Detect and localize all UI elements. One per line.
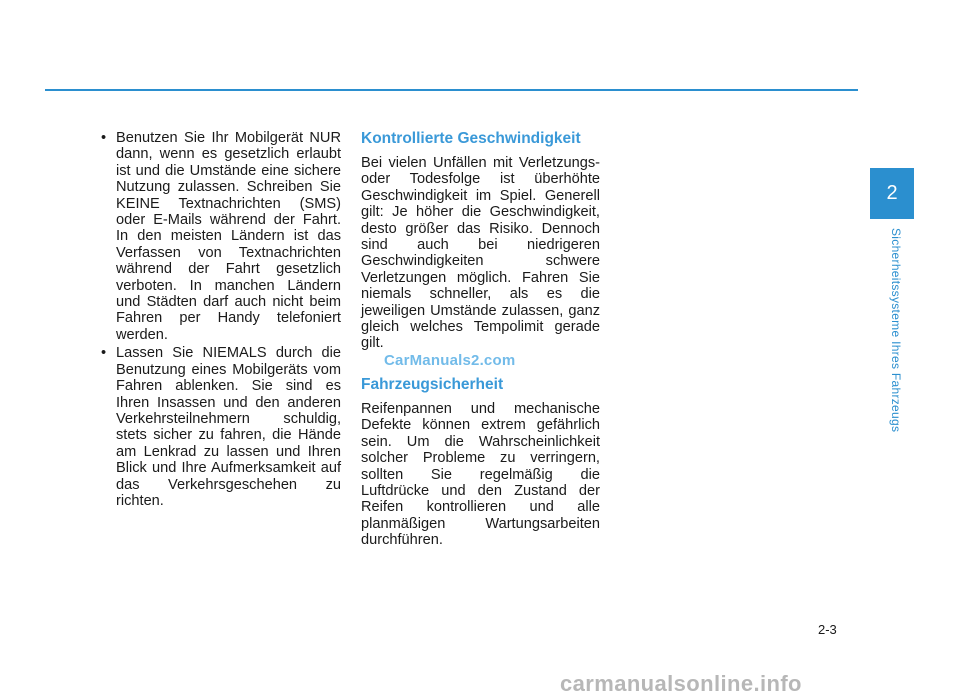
header-rule — [45, 89, 858, 91]
section-body-speed: Bei vielen Unfällen mit Verletzungs- oder Todesfolge ist überhöhte Geschwindigkeit im Spiel. Generell gilt: Je höher die Geschwindigkeit, desto größer das Risiko. Dennoch sind auch bei niedrigeren Geschwindigkeiten schwere Verletzungen möglich. Fahren Sie niemals schneller, als es die jeweiligen Umstände zulassen, ganz gleich welches Tempolimit gerade gilt. — [361, 155, 600, 352]
page-number: 2-3 — [818, 622, 837, 637]
footer-watermark: carmanualsonline.info — [560, 671, 802, 696]
bullet-item: • Benutzen Sie Ihr Mobilgerät NUR dann, wenn es gesetzlich erlaubt ist und die Umstände eine sichere Nutzung zulassen. Schreiben Sie KEINE Textnachrichten (SMS) oder E-Mails während der Fahrt. In den meisten Ländern ist das Verfassen von Textnachrichten während der Fahrt gesetzlich verboten. In manchen Ländern und Städten darf auch nicht beim Fahren per Handy telefoniert werden. — [101, 130, 341, 343]
watermark-text: CarManuals2.com — [384, 352, 516, 369]
chapter-number-tab: 2 — [870, 168, 914, 219]
left-column — [101, 130, 341, 511]
right-column — [361, 130, 600, 549]
bullet-list — [101, 130, 341, 509]
section-heading-speed: Kontrollierte Geschwindigkeit — [361, 130, 581, 147]
bullet-item: • Lassen Sie NIEMALS durch die Benutzung eines Mobilgeräts vom Fahren ablenken. Sie sind es Ihren Insassen und den anderen Verkehrsteilnehmern schuldig, stets sicher zu fahren, die Hände am Lenkrad zu lassen und Ihren Blick und Ihre Aufmerksamkeit auf das Verkehrsgeschehen zu richten. — [101, 345, 341, 509]
section-body-vehicle-safety: Reifenpannen und mechanische Defekte können extrem gefährlich sein. Um die Wahrscheinlichkeit solcher Probleme zu verringern, sollten Sie regelmäßig die Luftdrücke und den Zustand der Reifen kontrollieren und alle planmäßigen Wartungsarbeiten durchführen. — [361, 400, 600, 549]
section-heading-vehicle-safety: Fahrzeugsicherheit — [361, 375, 504, 393]
chapter-title: Sicherheitssysteme Ihres Fahrzeugs — [889, 228, 903, 433]
